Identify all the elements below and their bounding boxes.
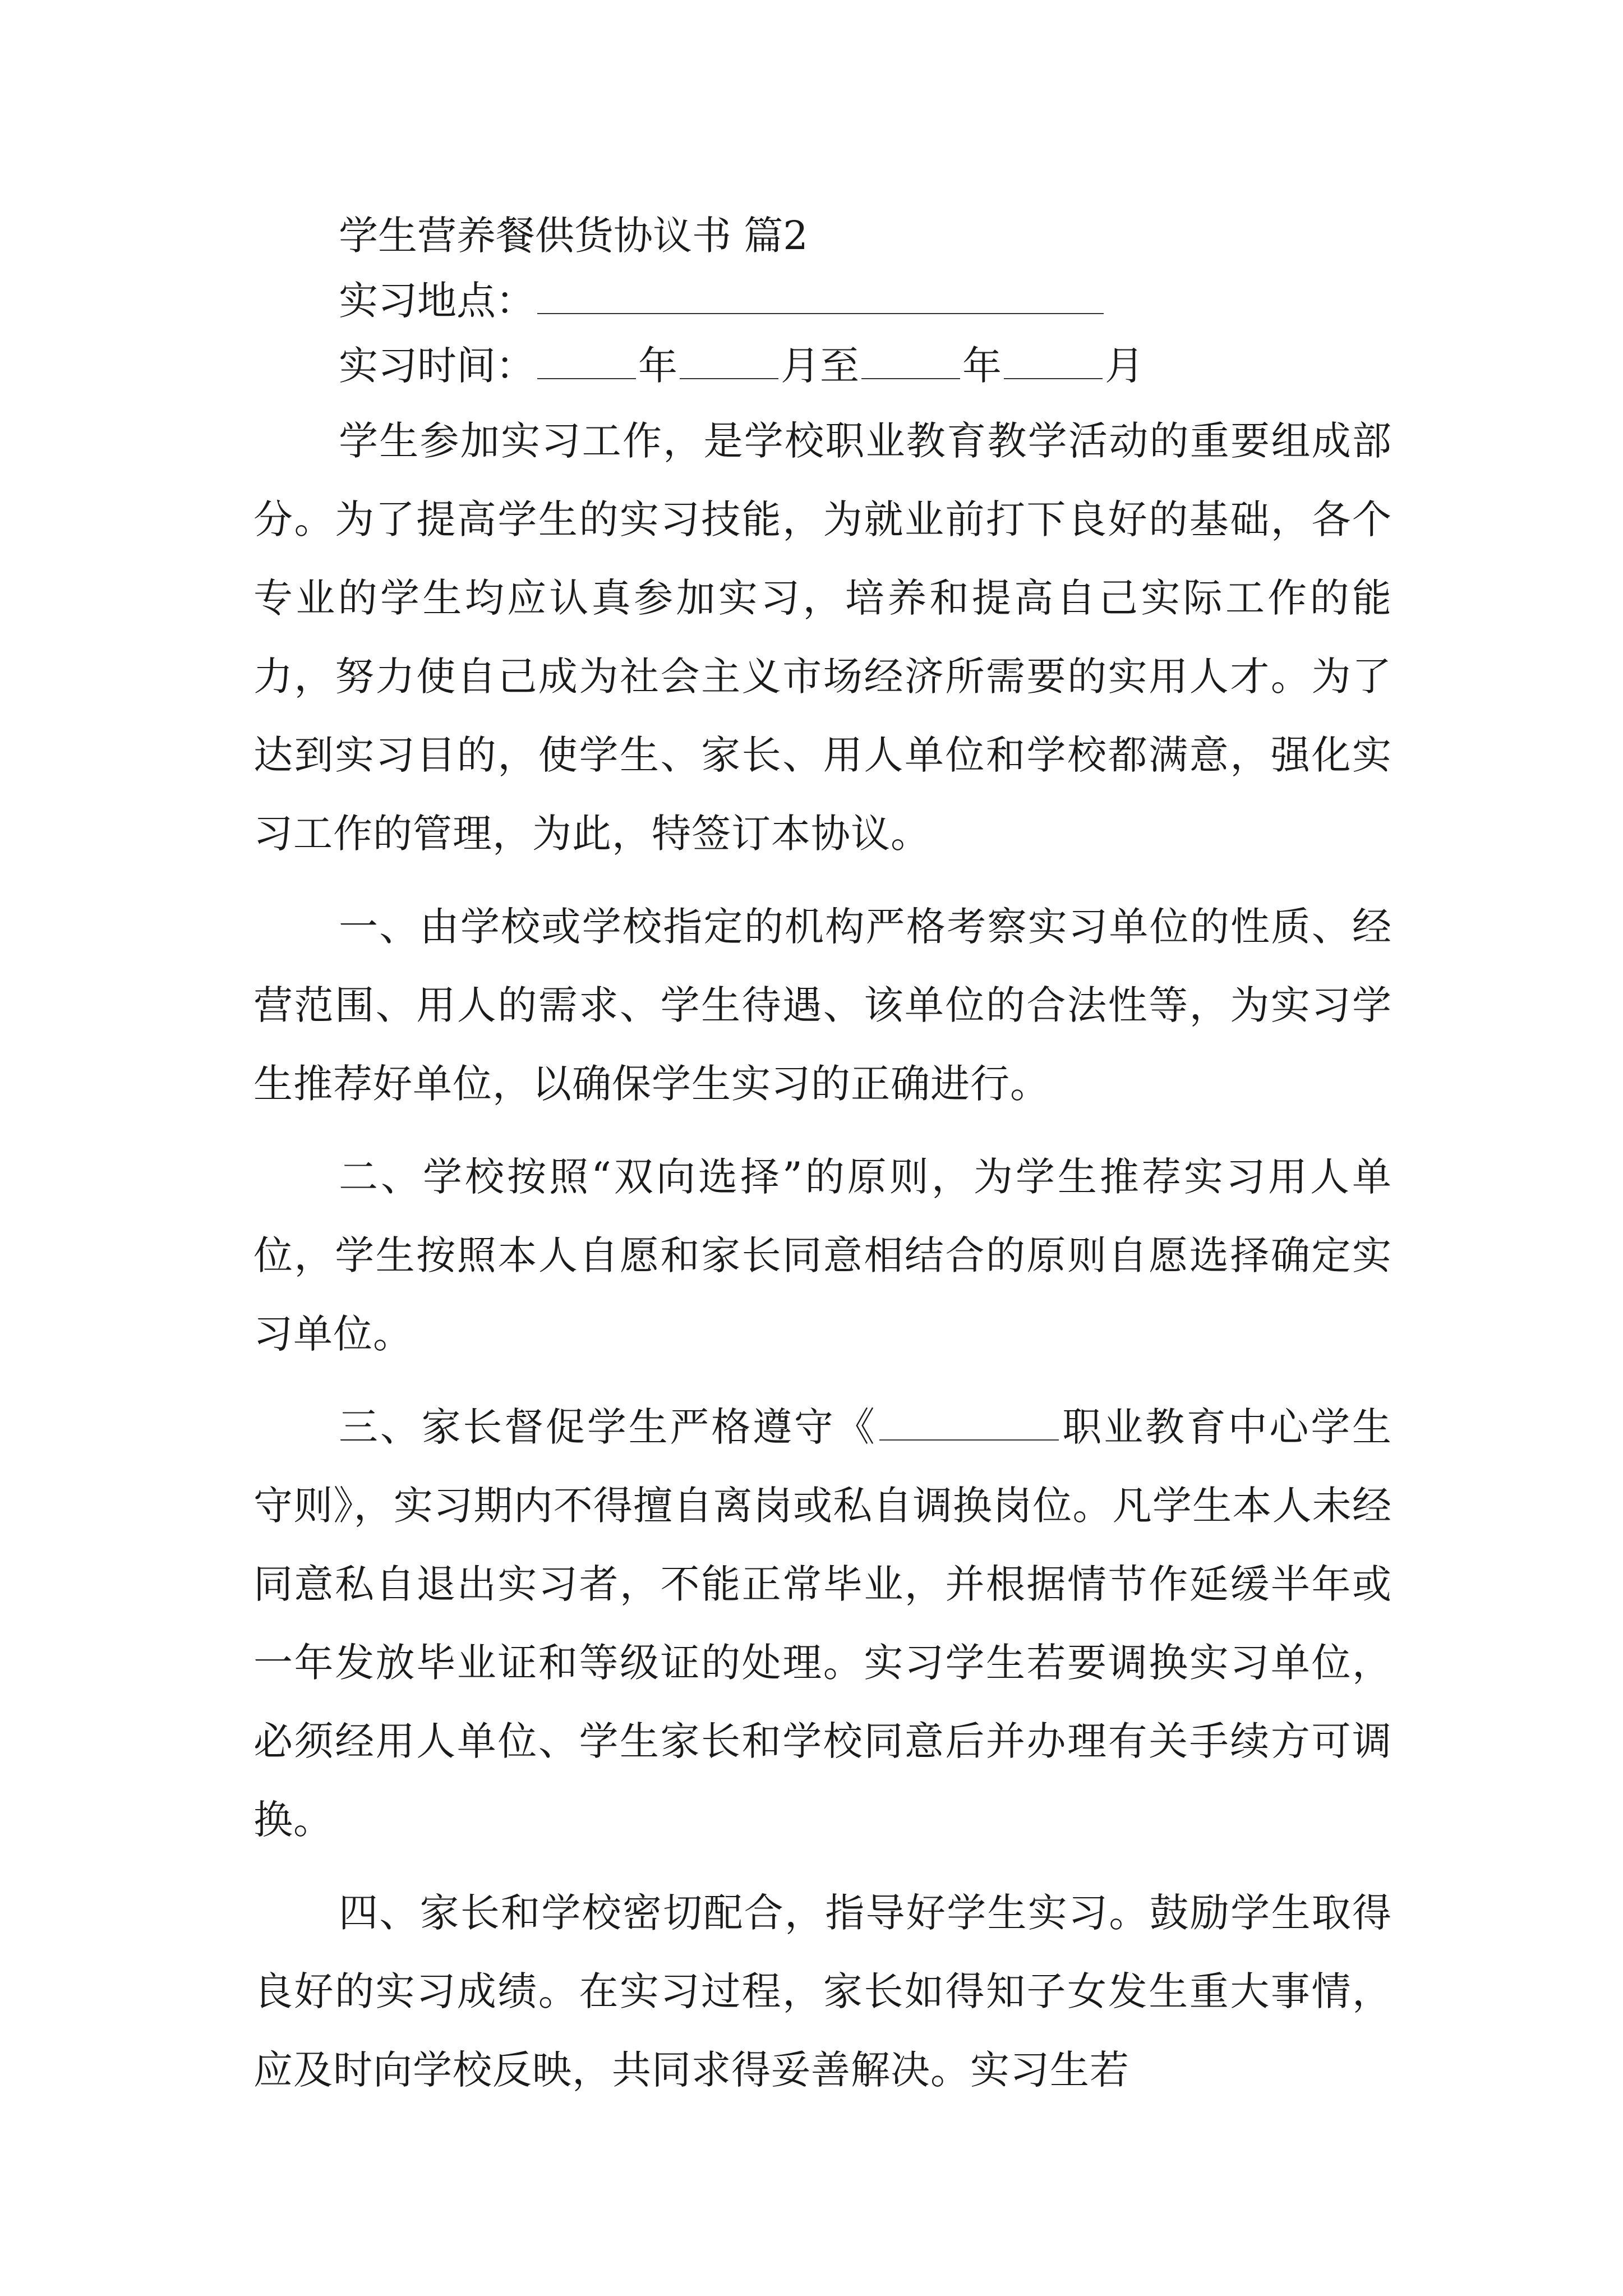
month-blank-2 bbox=[1004, 342, 1103, 379]
school-name-blank bbox=[879, 1404, 1059, 1441]
clause-3-suffix: 职业教育中心学生守则》，实习期内不得擅自离岗或私自调换岗位。凡学生本人未经同意私自退出实习者，不能正常毕业，并根据情节作延缓半年或一年发放毕业证和等级证的处理。实习学生若要调换实习单位，必须经用人单位、学生家长和学校同意后并办理有关手续方可调换。 bbox=[253, 1404, 1393, 1843]
paragraph-clause-3 bbox=[253, 1388, 1392, 1859]
time-year-2: 年 bbox=[962, 343, 1002, 389]
location-label: 实习地点： bbox=[339, 278, 535, 324]
year-blank-2 bbox=[861, 342, 960, 379]
paragraph-clause-4: 四、家长和学校密切配合，指导好学生实习。鼓励学生取得良好的实习成绩。在实习过程，家长如得知子女发生重大事情，应及时向学校反映，共同求得妥善解决。实习生若 bbox=[253, 1890, 1392, 2093]
time-line bbox=[253, 333, 1392, 398]
document-body bbox=[253, 203, 1392, 2109]
location-blank bbox=[537, 277, 1104, 314]
location-line bbox=[253, 268, 1392, 333]
time-label: 实习时间： bbox=[339, 343, 535, 389]
document-title: 学生营养餐供货协议书 篇2 bbox=[339, 213, 808, 259]
paragraph-intro: 学生参加实习工作，是学校职业教育教学活动的重要组成部分。为了提高学生的实习技能，为就业前打下良好的基础，各个专业的学生均应认真参加实习，培养和提高自己实际工作的能力，努力使自己成为社会主义市场经济所需要的实用人才。为了达到实习目的，使学生、家长、用人单位和学校都满意，强化实习工作的管理，为此，特签订本协议。 bbox=[253, 418, 1392, 857]
time-month-1: 月至 bbox=[781, 343, 859, 389]
month-blank-1 bbox=[680, 342, 778, 379]
paragraph-clause-2: 二、学校按照“双向选择”的原则，为学生推荐实习用人单位，学生按照本人自愿和家长同意相结合的原则自愿选择确定实习单位。 bbox=[253, 1154, 1392, 1357]
time-month-2: 月 bbox=[1105, 343, 1144, 389]
time-year-1: 年 bbox=[638, 343, 677, 389]
paragraph-clause-1: 一、由学校或学校指定的机构严格考察实习单位的性质、经营范围、用人的需求、学生待遇、该单位的合法性等，为实习学生推荐好单位，以确保学生实习的正确进行。 bbox=[253, 904, 1392, 1107]
year-blank-1 bbox=[537, 342, 636, 379]
clause-3-prefix: 三、家长督促学生严格遵守《 bbox=[339, 1404, 877, 1450]
